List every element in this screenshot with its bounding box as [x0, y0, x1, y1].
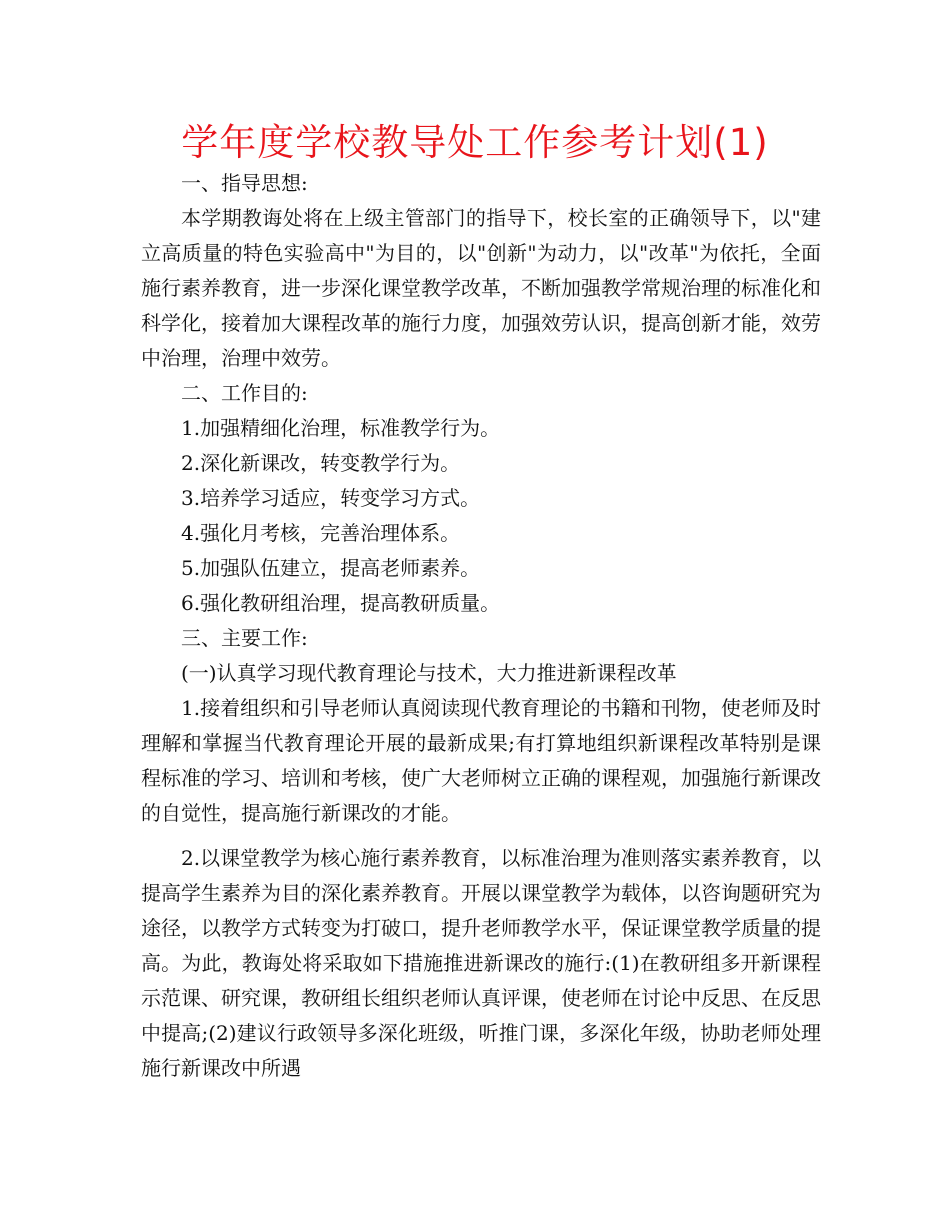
section-heading: 三、主要工作:	[181, 626, 308, 650]
list-item: 6.强化教研组治理，提高教研质量。	[181, 591, 501, 615]
paragraph: 1.接着组织和引导老师认真阅读现代教育理论的书籍和刊物，使老师及时理解和掌握当代教育理论开展的最新成果;有打算地组织新课程改革特别是课程标准的学习、培训和考核，使广大老师树立正确的课程观，加强施行新课改的自觉性，提高施行新课改的才能。	[141, 696, 821, 825]
list-item: 4.强化月考核，完善治理体系。	[181, 521, 461, 545]
list-item: 1.加强精细化治理，标准教学行为。	[181, 416, 501, 440]
section-heading: 二、工作目的:	[181, 381, 308, 405]
section-heading: 一、指导思想:	[181, 171, 308, 195]
paragraph: 2.以课堂教学为核心施行素养教育，以标准治理为准则落实素养教育，以提高学生素养为目的深化素养教育。开展以课堂教学为载体，以咨询题研究为途径，以教学方式转变为打破口，提升老师教学水平，保证课堂教学质量的提高。为此，教诲处将采取如下措施推进新课改的施行:(1)在教研组多开新课程示范课、研究课，教研组长组织老师认真评课，使老师在讨论中反思、在反思中提高;(2)建议行政领导多深化班级，听推门课，多深化年级，协助老师处理施行新课改中所遇	[141, 846, 821, 1080]
document-body	[141, 166, 821, 1086]
list-item: 2.深化新课改，转变教学行为。	[181, 451, 461, 475]
paragraph: 本学期教诲处将在上级主管部门的指导下，校长室的正确领导下，以"建立高质量的特色实验高中"为目的，以"创新"为动力，以"改革"为依托，全面施行素养教育，进一步深化课堂教学改革，不断加强教学常规治理的标准化和科学化，接着加大课程改革的施行力度，加强效劳认识，提高创新才能，效劳中治理，治理中效劳。	[141, 206, 821, 370]
list-item: 5.加强队伍建立，提高老师素养。	[181, 556, 481, 580]
document-title: 学年度学校教导处工作参考计划(1)	[181, 121, 769, 164]
subsection-heading: (一)认真学习现代教育理论与技术，大力推进新课程改革	[181, 661, 677, 685]
list-item: 3.培养学习适应，转变学习方式。	[181, 486, 481, 510]
